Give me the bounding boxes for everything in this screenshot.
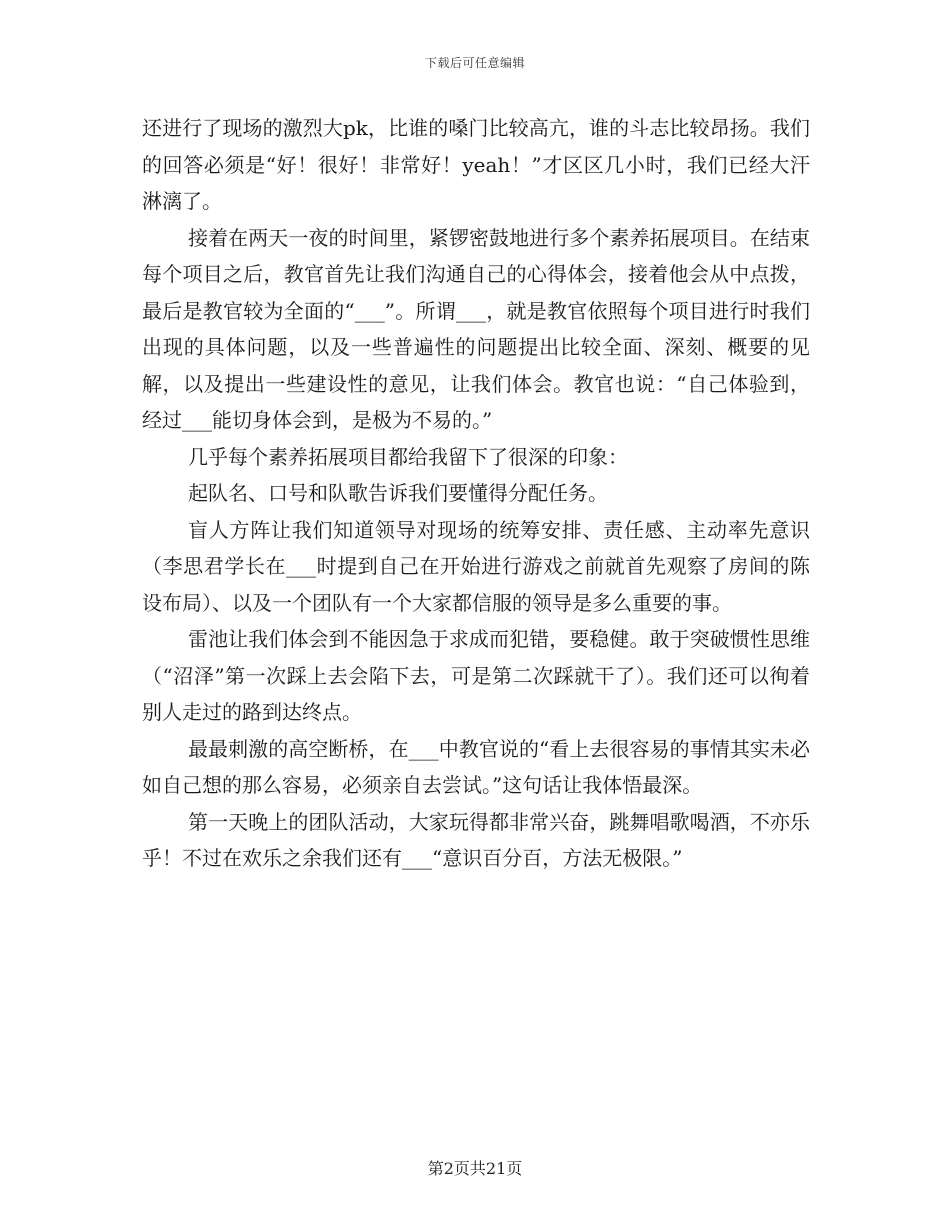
paragraph-5: 雷池让我们体会到不能因急于求成而犯错，要稳健。敢于突破惯性思维（“沼泽”第一次踩上去会陷下去，可是第二次踩就干了）。我们还可以徇着别人走过的路到达终点。	[142, 627, 810, 724]
paragraph-2: 几乎每个素养拓展项目都给我留下了很深的印象：	[188, 444, 628, 469]
paragraph-4: 盲人方阵让我们知道领导对现场的统筹安排、责任感、主动率先意识（李思君学长在___时提到自己在开始进行游戏之前就首先观察了房间的陈设布局）、以及一个团队有一个大家都信服的领导是多么重要的事。	[142, 517, 810, 615]
paragraph-1: 接着在两天一夜的时间里，紧锣密鼓地进行多个素养拓展项目。在结束每个项目之后，教官首先让我们沟通自己的心得体会，接着他会从中点拨，最后是教官较为全面的“___”。所谓___，就是教官依照每个项目进行时我们出现的具体问题，以及一些普遍性的问题提出比较全面、深刻、概要的见解，以及提出一些建设性的意见，让我们体会。教官也说：“自己体验到，经过___能切身体会到，是极为不易的。”	[142, 225, 810, 432]
paragraph-7: 第一天晚上的团队活动，大家玩得都非常兴奋，跳舞唱歌喝酒，不亦乐乎！不过在欢乐之余我们还有___“意识百分百，方法无极限。”	[142, 809, 810, 870]
paragraph-6: 最最刺激的高空断桥，在___中教官说的“看上去很容易的事情其实未必如自己想的那么容易，必须亲自去尝试。”这句话让我体悟最深。	[142, 736, 810, 797]
page-header-note: 下载后可任意编辑	[424, 56, 525, 70]
paragraph-3: 起队名、口号和队歌告诉我们要懂得分配任务。	[188, 481, 608, 505]
page-number: 第2页共21页	[427, 1159, 523, 1178]
document-body	[142, 110, 810, 877]
paragraph-0: 还进行了现场的激烈大pk，比谁的嗓门比较高亢，谁的斗志比较昂扬。我们的回答必须是“好！很好！非常好！yeah！”才区区几小时，我们已经大汗淋漓了。	[142, 116, 810, 213]
